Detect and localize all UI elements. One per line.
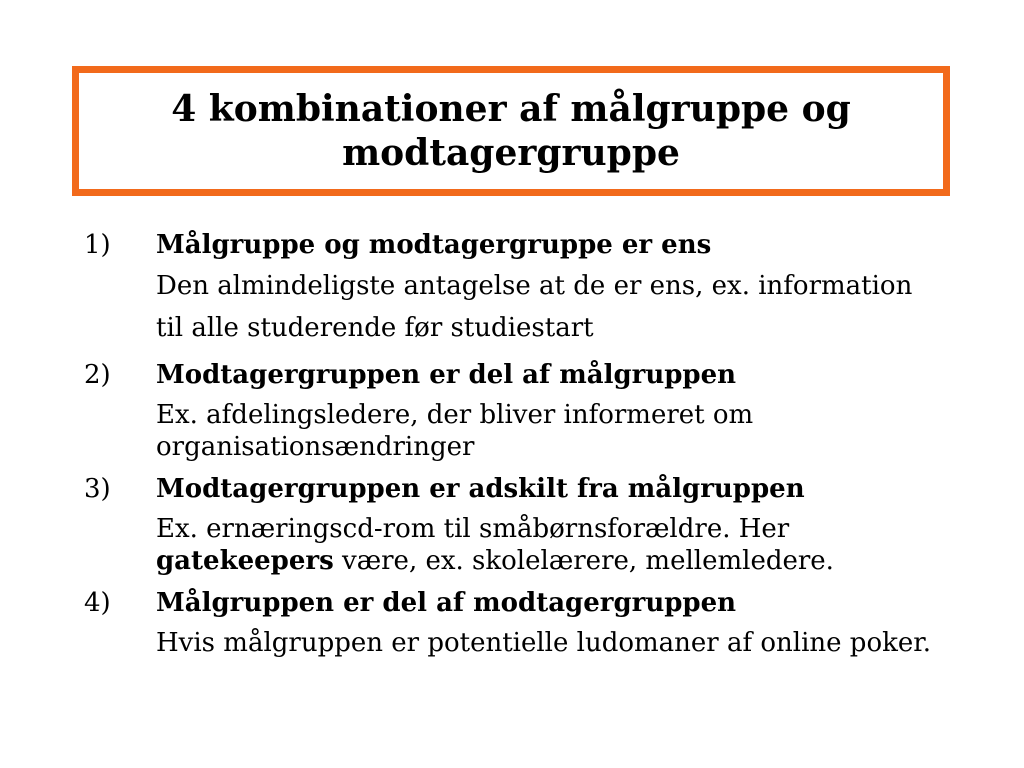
item-number: 4) <box>84 588 111 618</box>
item-description: Den almindeligste antagelse at de er ens, ex. information til alle studerende før studiestart <box>156 271 913 343</box>
list-item-1 <box>84 225 944 349</box>
title-box <box>72 66 950 196</box>
item-description <box>156 513 944 577</box>
item-heading: Målgruppe og modtagergruppe er ens <box>156 230 712 260</box>
item-heading: Modtagergruppen er adskilt fra målgruppen <box>156 474 805 504</box>
list-item-3 <box>84 469 944 577</box>
item-description: Hvis målgruppen er potentielle ludomaner af online poker. <box>156 628 932 658</box>
list-item-4 <box>84 583 944 659</box>
item-number: 2) <box>84 360 111 390</box>
item-description-part: være, ex. skolelærere, mellemledere. <box>333 546 834 576</box>
item-number: 1) <box>84 230 111 260</box>
slide-title: 4 kombinationer af målgruppe og modtagergruppe <box>171 88 851 174</box>
item-heading: Modtagergruppen er del af målgruppen <box>156 360 737 390</box>
item-description-part: Ex. ernæringscd-rom til småbørnsforældre. Her <box>156 514 790 544</box>
numbered-list <box>84 225 944 665</box>
item-description: Ex. afdelingsledere, der bliver informeret om organisationsændringer <box>156 400 754 462</box>
item-description-emphasis: gatekeepers <box>156 546 334 576</box>
item-number: 3) <box>84 474 111 504</box>
list-item-2 <box>84 355 944 463</box>
item-heading: Målgruppen er del af modtagergruppen <box>156 588 737 618</box>
